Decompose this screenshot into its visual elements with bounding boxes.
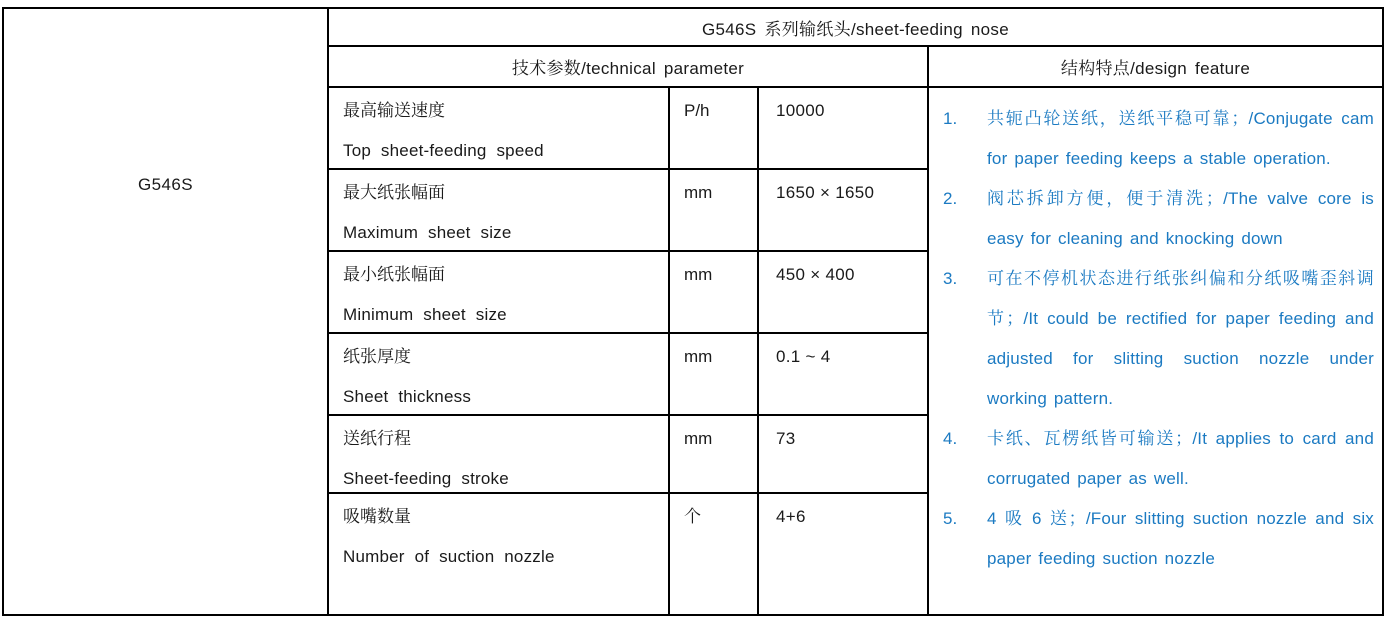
param-name-en: Top sheet-feeding speed [343, 141, 544, 160]
param-name-cn: 吸嘴数量 [343, 507, 411, 526]
feature-item [943, 259, 1374, 419]
param-unit: P/h [670, 88, 759, 170]
feature-text: 可在不停机状态进行纸张纠偏和分纸吸嘴歪斜调节；/It could be rectified for paper feeding and adjusted for slitting suction nozzle under working pattern. [987, 269, 1374, 408]
param-unit: mm [670, 252, 759, 334]
technical-parameter-header [329, 47, 929, 88]
design-feature-list [929, 88, 1382, 614]
feature-text: 4 吸 6 送；/Four slitting suction nozzle and six paper feeding suction nozzle [987, 509, 1374, 568]
param-value: 4+6 [759, 494, 929, 614]
param-name-cn: 最高输送速度 [343, 101, 445, 120]
param-row-name [329, 494, 670, 614]
feature-text: 阀芯拆卸方便，便于清洗；/The valve core is easy for cleaning and knocking down [987, 189, 1374, 248]
feature-item [943, 419, 1374, 499]
table-title: G546S 系列输纸头/sheet-feeding nose [702, 19, 1009, 39]
feature-item [943, 179, 1374, 259]
technical-parameter-label: 技术参数/technical parameter [511, 59, 745, 78]
param-row-name [329, 252, 670, 334]
feature-number: 4. [943, 429, 958, 448]
feature-item [943, 499, 1374, 579]
param-name-cn: 送纸行程 [343, 429, 411, 448]
param-unit: mm [670, 416, 759, 494]
param-value: 10000 [759, 88, 929, 170]
design-feature-label: 结构特点/design feature [1060, 59, 1251, 78]
param-value: 450 × 400 [759, 252, 929, 334]
param-row-name [329, 334, 670, 416]
param-row-name [329, 170, 670, 252]
design-feature-header [929, 47, 1382, 88]
param-value: 0.1 ~ 4 [759, 334, 929, 416]
feature-number: 5. [943, 509, 958, 528]
param-name-en: Sheet-feeding stroke [343, 469, 509, 488]
param-name-en: Sheet thickness [343, 387, 472, 406]
param-name-cn: 最小纸张幅面 [343, 265, 445, 284]
param-value: 73 [759, 416, 929, 494]
param-unit: mm [670, 170, 759, 252]
feature-number: 3. [943, 269, 958, 288]
param-unit: mm [670, 334, 759, 416]
param-row-name [329, 88, 670, 170]
param-row-name [329, 416, 670, 494]
param-value: 1650 × 1650 [759, 170, 929, 252]
param-unit: 个 [670, 494, 759, 614]
feature-number: 2. [943, 189, 958, 208]
param-name-cn: 最大纸张幅面 [343, 183, 445, 202]
feature-item [943, 99, 1374, 179]
feature-number: 1. [943, 109, 958, 128]
table-title-cell [329, 9, 1382, 47]
feature-text: 卡纸、瓦楞纸皆可输送；/It applies to card and corrugated paper as well. [987, 429, 1374, 488]
param-name-en: Number of suction nozzle [343, 547, 555, 566]
feature-text: 共轭凸轮送纸，送纸平稳可靠；/Conjugate cam for paper feeding keeps a stable operation. [987, 109, 1374, 168]
param-name-en: Maximum sheet size [343, 223, 512, 242]
param-name-en: Minimum sheet size [343, 305, 507, 324]
model-cell [4, 9, 329, 614]
spec-table [2, 7, 1384, 616]
model-label: G546S [138, 175, 193, 194]
param-name-cn: 纸张厚度 [343, 347, 411, 366]
